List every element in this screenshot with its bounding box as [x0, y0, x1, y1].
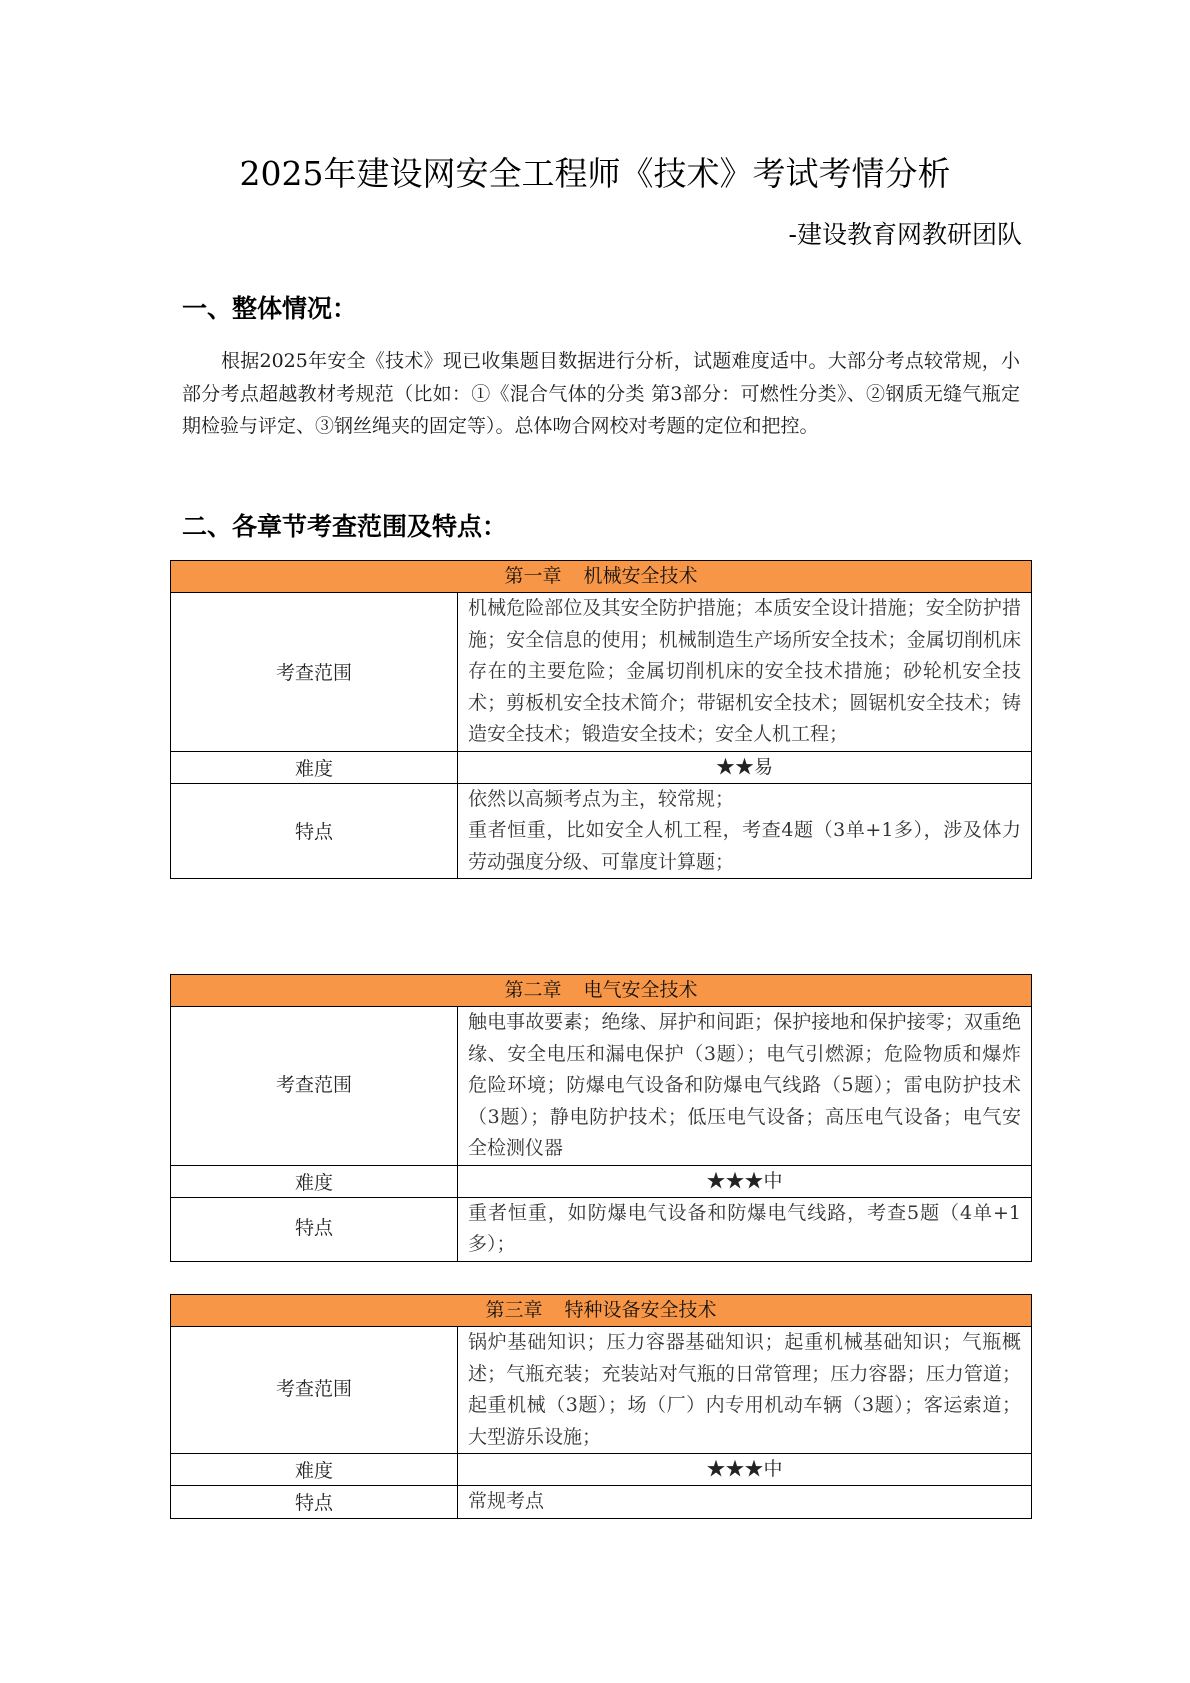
feature-line: 重者恒重，如防爆电气设备和防爆电气线路，考查5题（4单+1多）； — [468, 1201, 1021, 1255]
scope-value: 触电事故要素；绝缘、屏护和间距；保护接地和保护接零；双重绝缘、安全电压和漏电保护（3题）；电气引燃源；危险物质和爆炸危险环境；防爆电气设备和防爆电气线路（5题）；雷电防护技术（3题）；静电防护技术；低压电气设备；高压电气设备；电气安全检测仪器 — [458, 1007, 1032, 1166]
row-label-difficulty: 难度 — [171, 1454, 458, 1486]
difficulty-value — [458, 751, 1032, 783]
difficulty-level: 中 — [763, 1458, 783, 1480]
star-rating-icon: ★★ — [715, 755, 754, 778]
table-row-difficulty — [171, 1454, 1032, 1486]
star-rating-icon: ★★★ — [706, 1458, 764, 1480]
row-label-difficulty: 难度 — [171, 1165, 458, 1197]
row-label-scope: 考查范围 — [171, 1007, 458, 1166]
table-row-features — [171, 1197, 1032, 1261]
row-label-features: 特点 — [171, 1197, 458, 1261]
row-label-features: 特点 — [171, 1486, 458, 1519]
chapter-name: 机械安全技术 — [583, 565, 698, 587]
features-value — [458, 1486, 1032, 1519]
chapter-header — [171, 561, 1032, 593]
difficulty-level: 易 — [754, 755, 774, 778]
table-row-difficulty — [171, 751, 1032, 783]
table-row-scope — [171, 1007, 1032, 1166]
chapter-table-3 — [170, 1294, 1032, 1519]
section-heading-chapters: 二、各章节考查范围及特点： — [182, 512, 508, 541]
chapter-name: 电气安全技术 — [583, 979, 698, 1001]
table-row-features — [171, 783, 1032, 879]
table-row-scope — [171, 1327, 1032, 1454]
chapter-number: 第一章 — [504, 565, 562, 587]
chapter-table-1 — [170, 560, 1032, 879]
overall-paragraph: 根据2025年安全《技术》现已收集题目数据进行分析，试题难度适中。大部分考点较常规，小部分考点超越教材考规范（比如：①《混合气体的分类 第3部分：可燃性分类》、②钢质无缝气瓶定期检验与评定、③钢丝绳夹的固定等）。总体吻合网校对考题的定位和把控。 — [182, 350, 1020, 437]
row-label-scope: 考查范围 — [171, 1327, 458, 1454]
chapter-header — [171, 975, 1032, 1007]
document-author: -建设教育网教研团队 — [788, 220, 1022, 249]
feature-line: 常规考点 — [468, 1490, 545, 1512]
row-label-difficulty: 难度 — [171, 751, 458, 783]
chapter-name: 特种设备安全技术 — [564, 1299, 717, 1321]
scope-value: 锅炉基础知识；压力容器基础知识；起重机械基础知识；气瓶概述；气瓶充装；充装站对气瓶的日常管理；压力容器；压力管道；起重机械（3题）；场（厂）内专用机动车辆（3题）；客运索道；大型游乐设施； — [458, 1327, 1032, 1454]
chapter-table-2 — [170, 974, 1032, 1262]
chapter-number: 第二章 — [504, 979, 562, 1001]
chapter-number: 第三章 — [485, 1299, 543, 1321]
table-row-features — [171, 1486, 1032, 1519]
chapter-header — [171, 1295, 1032, 1327]
table-row-scope — [171, 593, 1032, 752]
difficulty-value — [458, 1165, 1032, 1197]
star-rating-icon: ★★★ — [706, 1169, 764, 1192]
row-label-features: 特点 — [171, 783, 458, 879]
document-title: 2025年建设网安全工程师《技术》考试考情分析 — [239, 154, 951, 193]
feature-line: 依然以高频考点为主，较常规； — [468, 787, 735, 810]
scope-value: 机械危险部位及其安全防护措施；本质安全设计措施；安全防护措施；安全信息的使用；机械制造生产场所安全技术；金属切削机床存在的主要危险；金属切削机床的安全技术措施；砂轮机安全技术；剪板机安全技术简介；带锯机安全技术；圆锯机安全技术；铸造安全技术；锻造安全技术；安全人机工程； — [458, 593, 1032, 752]
difficulty-value — [458, 1454, 1032, 1486]
features-value — [458, 1197, 1032, 1261]
row-label-scope: 考查范围 — [171, 593, 458, 752]
table-row-difficulty — [171, 1165, 1032, 1197]
section-heading-overall: 一、整体情况： — [182, 294, 358, 323]
feature-line: 重者恒重，比如安全人机工程，考查4题（3单+1多），涉及体力劳动强度分级、可靠度计算题； — [468, 819, 1021, 873]
difficulty-level: 中 — [763, 1169, 783, 1192]
features-value — [458, 783, 1032, 879]
